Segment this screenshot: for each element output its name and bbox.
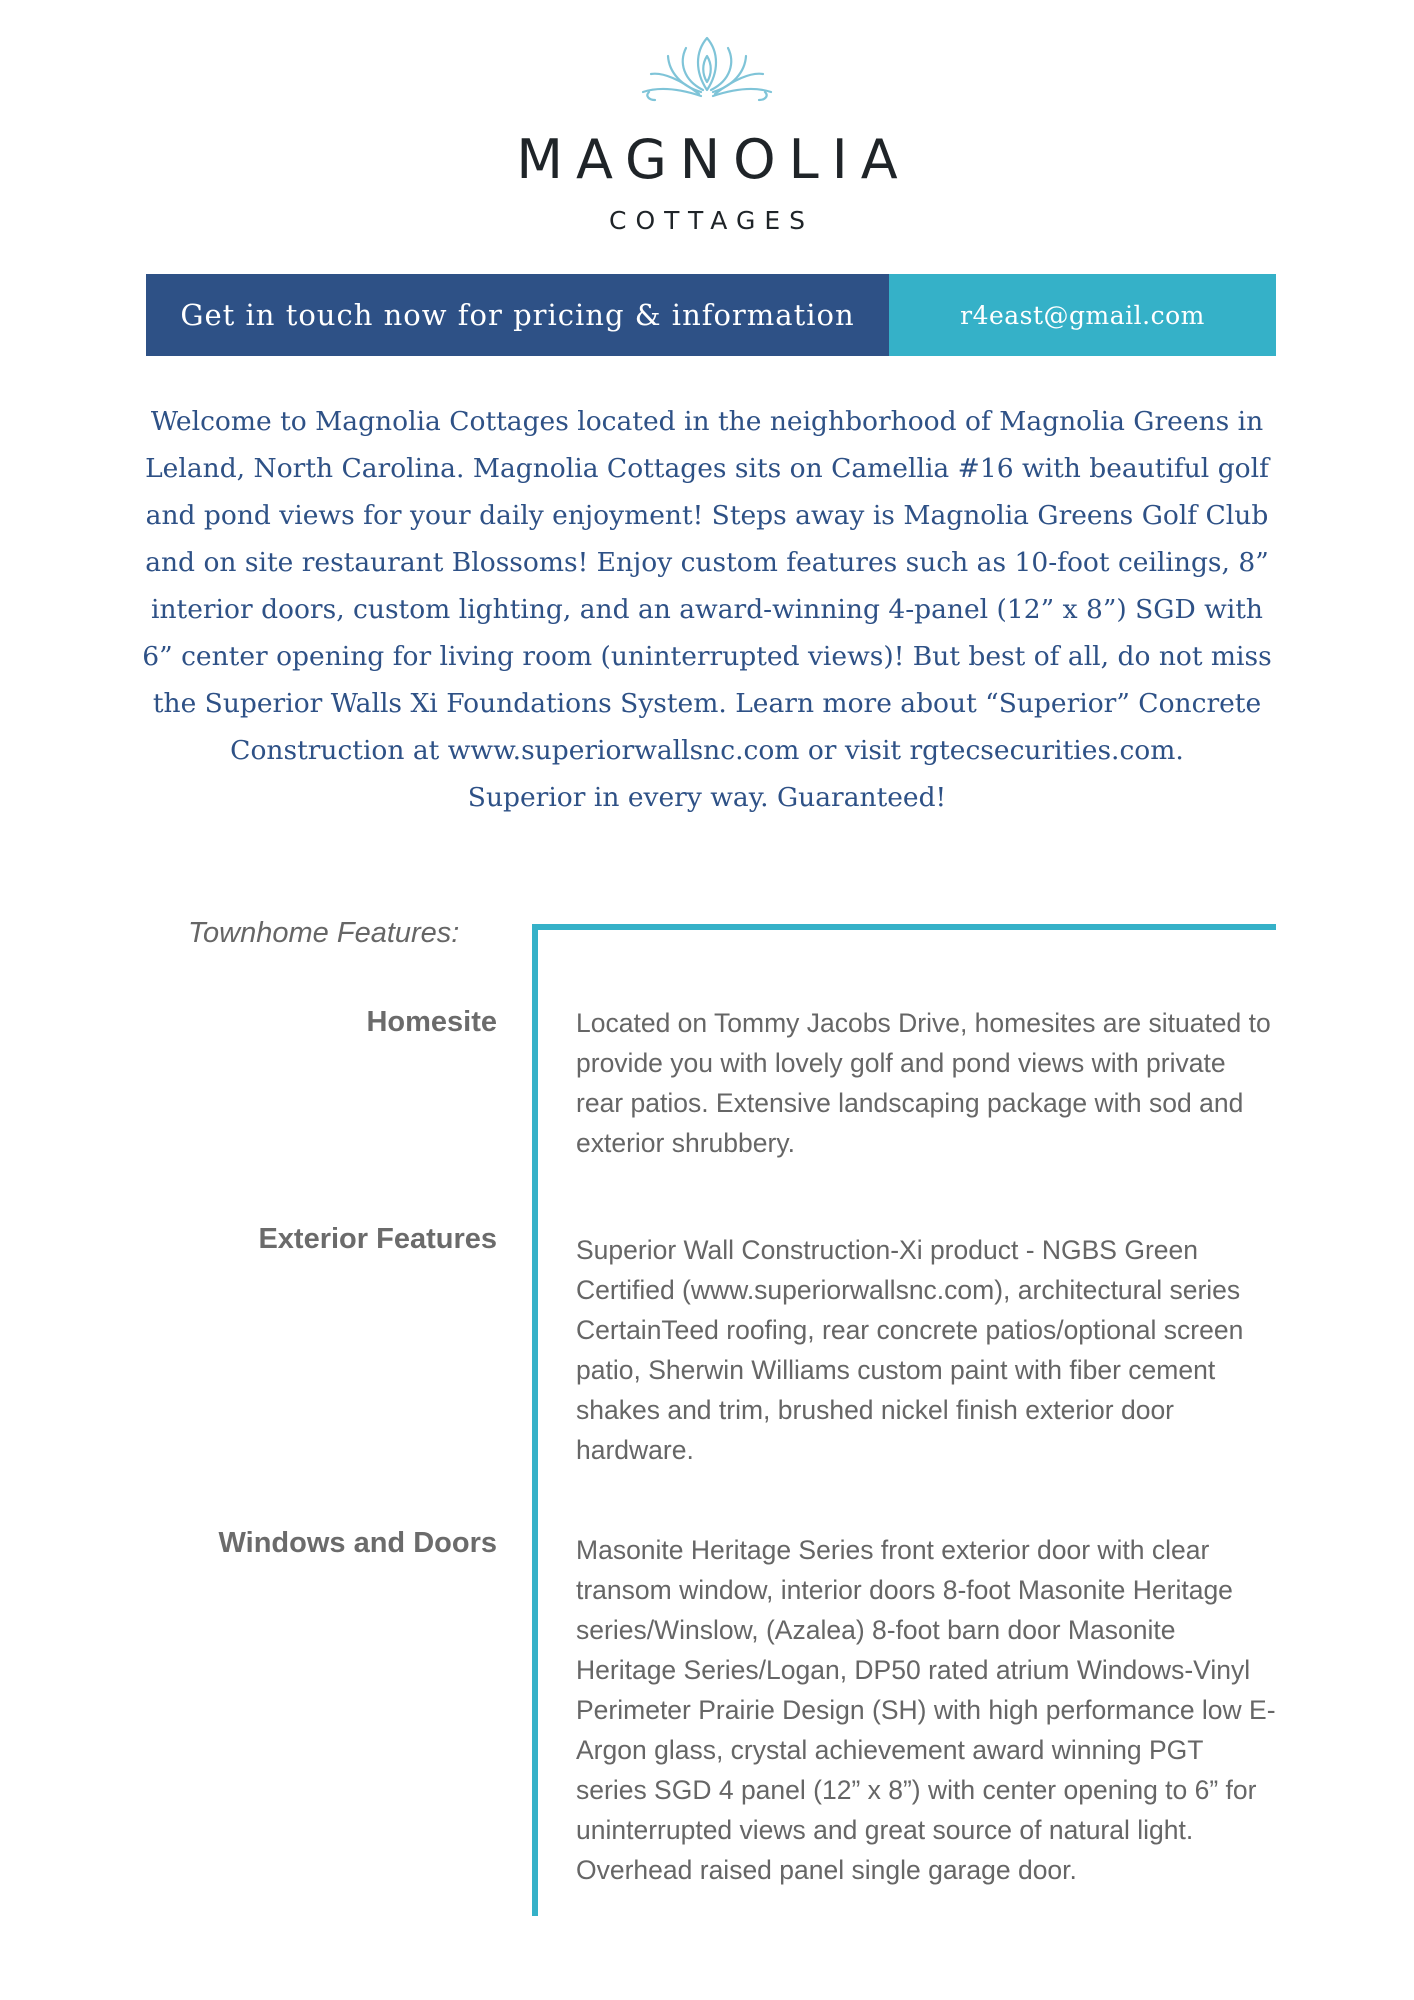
intro-tagline: Superior in every way. Guaranteed! <box>467 782 947 813</box>
feature-label-exterior: Exterior Features <box>258 1223 497 1255</box>
contact-email-link[interactable]: r4east@gmail.com <box>889 274 1276 356</box>
feature-text-windows-doors: Masonite Heritage Series front exterior door with clear transom window, interior doors 8-foot Masonite Heritage series/Winslow, (Azalea) 8-foot barn door Masonite Heritage Series/Logan, DP50 rated atrium Windows-Vinyl Perimeter Prairie Design (SH) with high performance low E-Argon glass, crystal achievement award winning PGT series SGD 4 panel (12” x 8”) with center opening to 6” for uninterrupted views and great source of natural light. Overhead raised panel single garage door. <box>576 1535 1276 1885</box>
brand-name: MAGNOLIA <box>516 128 911 191</box>
feature-label-homesite: Homesite <box>366 1006 497 1038</box>
lotus-icon <box>637 30 777 110</box>
divider-vertical <box>532 924 538 1916</box>
contact-banner <box>146 274 1276 356</box>
contact-message: Get in touch now for pricing & information <box>146 274 889 356</box>
feature-text-exterior: Superior Wall Construction-Xi product - NGBS Green Certified (www.superiorwallsnc.com), architectural series CertainTeed roofing, rear concrete patios/optional screen patio, Sherwin Williams custom paint with fiber cement shakes and trim, brushed nickel finish exterior door hardware. <box>576 1235 1244 1465</box>
logo <box>0 30 1414 110</box>
feature-label-windows-doors: Windows and Doors <box>218 1527 497 1559</box>
divider-horizontal <box>532 924 1276 930</box>
intro-section <box>140 398 1274 821</box>
features-heading: Townhome Features: <box>188 917 460 949</box>
intro-paragraph: Welcome to Magnolia Cottages located in the neighborhood of Magnolia Greens in Leland, North Carolina. Magnolia Cottages sits on Camellia #16 with beautiful golf and pond views for your daily enjoyment! Steps away is Magnolia Greens Golf Club and on site restaurant Blossoms! Enjoy custom features such as 10-foot ceilings, 8” interior doors, custom lighting, and an award-winning 4-panel (12” x 8”) SGD with 6” center opening for living room (uninterrupted views)! But best of all, do not miss the Superior Walls Xi Foundations System. Learn more about “Superior” Concrete Construction at www.superiorwallsnc.com or visit rgtecsecurities.com. <box>142 406 1272 766</box>
brand-subtitle: COTTAGES <box>609 206 814 235</box>
feature-text-homesite: Located on Tommy Jacobs Drive, homesites are situated to provide you with lovely golf and pond views with private rear patios. Extensive landscaping package with sod and exterior shrubbery. <box>576 1008 1271 1158</box>
